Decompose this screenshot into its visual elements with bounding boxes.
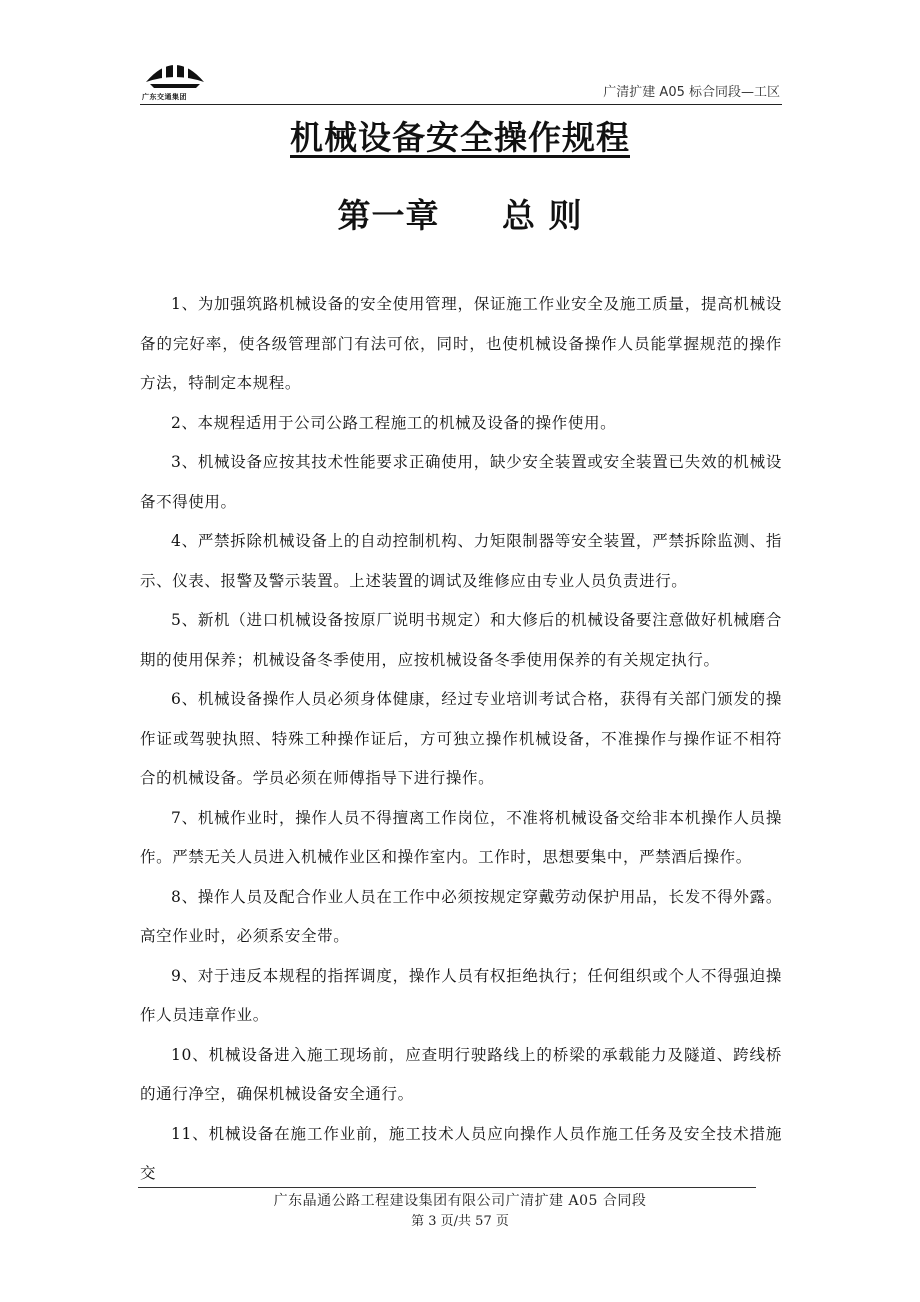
paragraph: 6、机械设备操作人员必须身体健康，经过专业培训考试合格，获得有关部门颁发的操作证或驾驶执照、特殊工种操作证后，方可独立操作机械设备，不准操作与操作证不相符合的机械设备。学员必须在师傅指导下进行操作。	[140, 690, 782, 787]
logo-caption: 广东交通集团	[142, 93, 187, 101]
paragraph: 8、操作人员及配合作业人员在工作中必须按规定穿戴劳动保护用品，长发不得外露。高空作业时，必须系安全带。	[140, 887, 782, 945]
chapter-name: 总 则	[501, 196, 583, 235]
paragraph: 10、机械设备进入施工现场前，应查明行驶路线上的桥梁的承载能力及隧道、跨线桥的通行净空，确保机械设备安全通行。	[140, 1045, 782, 1103]
footer-divider	[138, 1187, 756, 1188]
paragraph: 9、对于违反本规程的指挥调度，操作人员有权拒绝执行；任何组织或个人不得强迫操作人员违章作业。	[140, 966, 782, 1024]
page-number: 第 3 页/共 57 页	[411, 1214, 509, 1229]
chapter-number: 第一章	[337, 196, 440, 235]
chapter-heading	[0, 190, 920, 237]
paragraph: 11、机械设备在施工作业前，施工技术人员应向操作人员作施工任务及安全技术措施交	[140, 1124, 782, 1182]
document-title: 机械设备安全操作规程	[290, 118, 630, 157]
footer-company: 广东晶通公路工程建设集团有限公司广清扩建 A05 合同段	[273, 1193, 647, 1209]
logo-emblem-icon	[140, 52, 210, 94]
paragraph: 5、新机（进口机械设备按原厂说明书规定）和大修后的机械设备要注意做好机械磨合期的使用保养；机械设备冬季使用，应按机械设备冬季使用保养的有关规定执行。	[140, 611, 782, 669]
company-logo	[140, 52, 210, 102]
document-body	[140, 285, 782, 1194]
paragraph: 1、为加强筑路机械设备的安全使用管理，保证施工作业安全及施工质量，提高机械设备的完好率，使各级管理部门有法可依，同时，也使机械设备操作人员能掌握规范的操作方法，特制定本规程。	[140, 295, 782, 392]
paragraph: 7、机械作业时，操作人员不得擅离工作岗位，不准将机械设备交给非本机操作人员操作。严禁无关人员进入机械作业区和操作室内。工作时，思想要集中，严禁酒后操作。	[140, 808, 782, 866]
page-header	[140, 52, 782, 105]
paragraph: 3、机械设备应按其技术性能要求正确使用，缺少安全装置或安全装置已失效的机械设备不得使用。	[140, 453, 782, 511]
paragraph: 2、本规程适用于公司公路工程施工的机械及设备的操作使用。	[171, 413, 617, 432]
header-section-label: 广清扩建 A05 标合同段—工区	[603, 85, 780, 100]
paragraph: 4、严禁拆除机械设备上的自动控制机构、力矩限制器等安全装置，严禁拆除监测、指示、仪表、报警及警示装置。上述装置的调试及维修应由专业人员负责进行。	[140, 532, 782, 590]
